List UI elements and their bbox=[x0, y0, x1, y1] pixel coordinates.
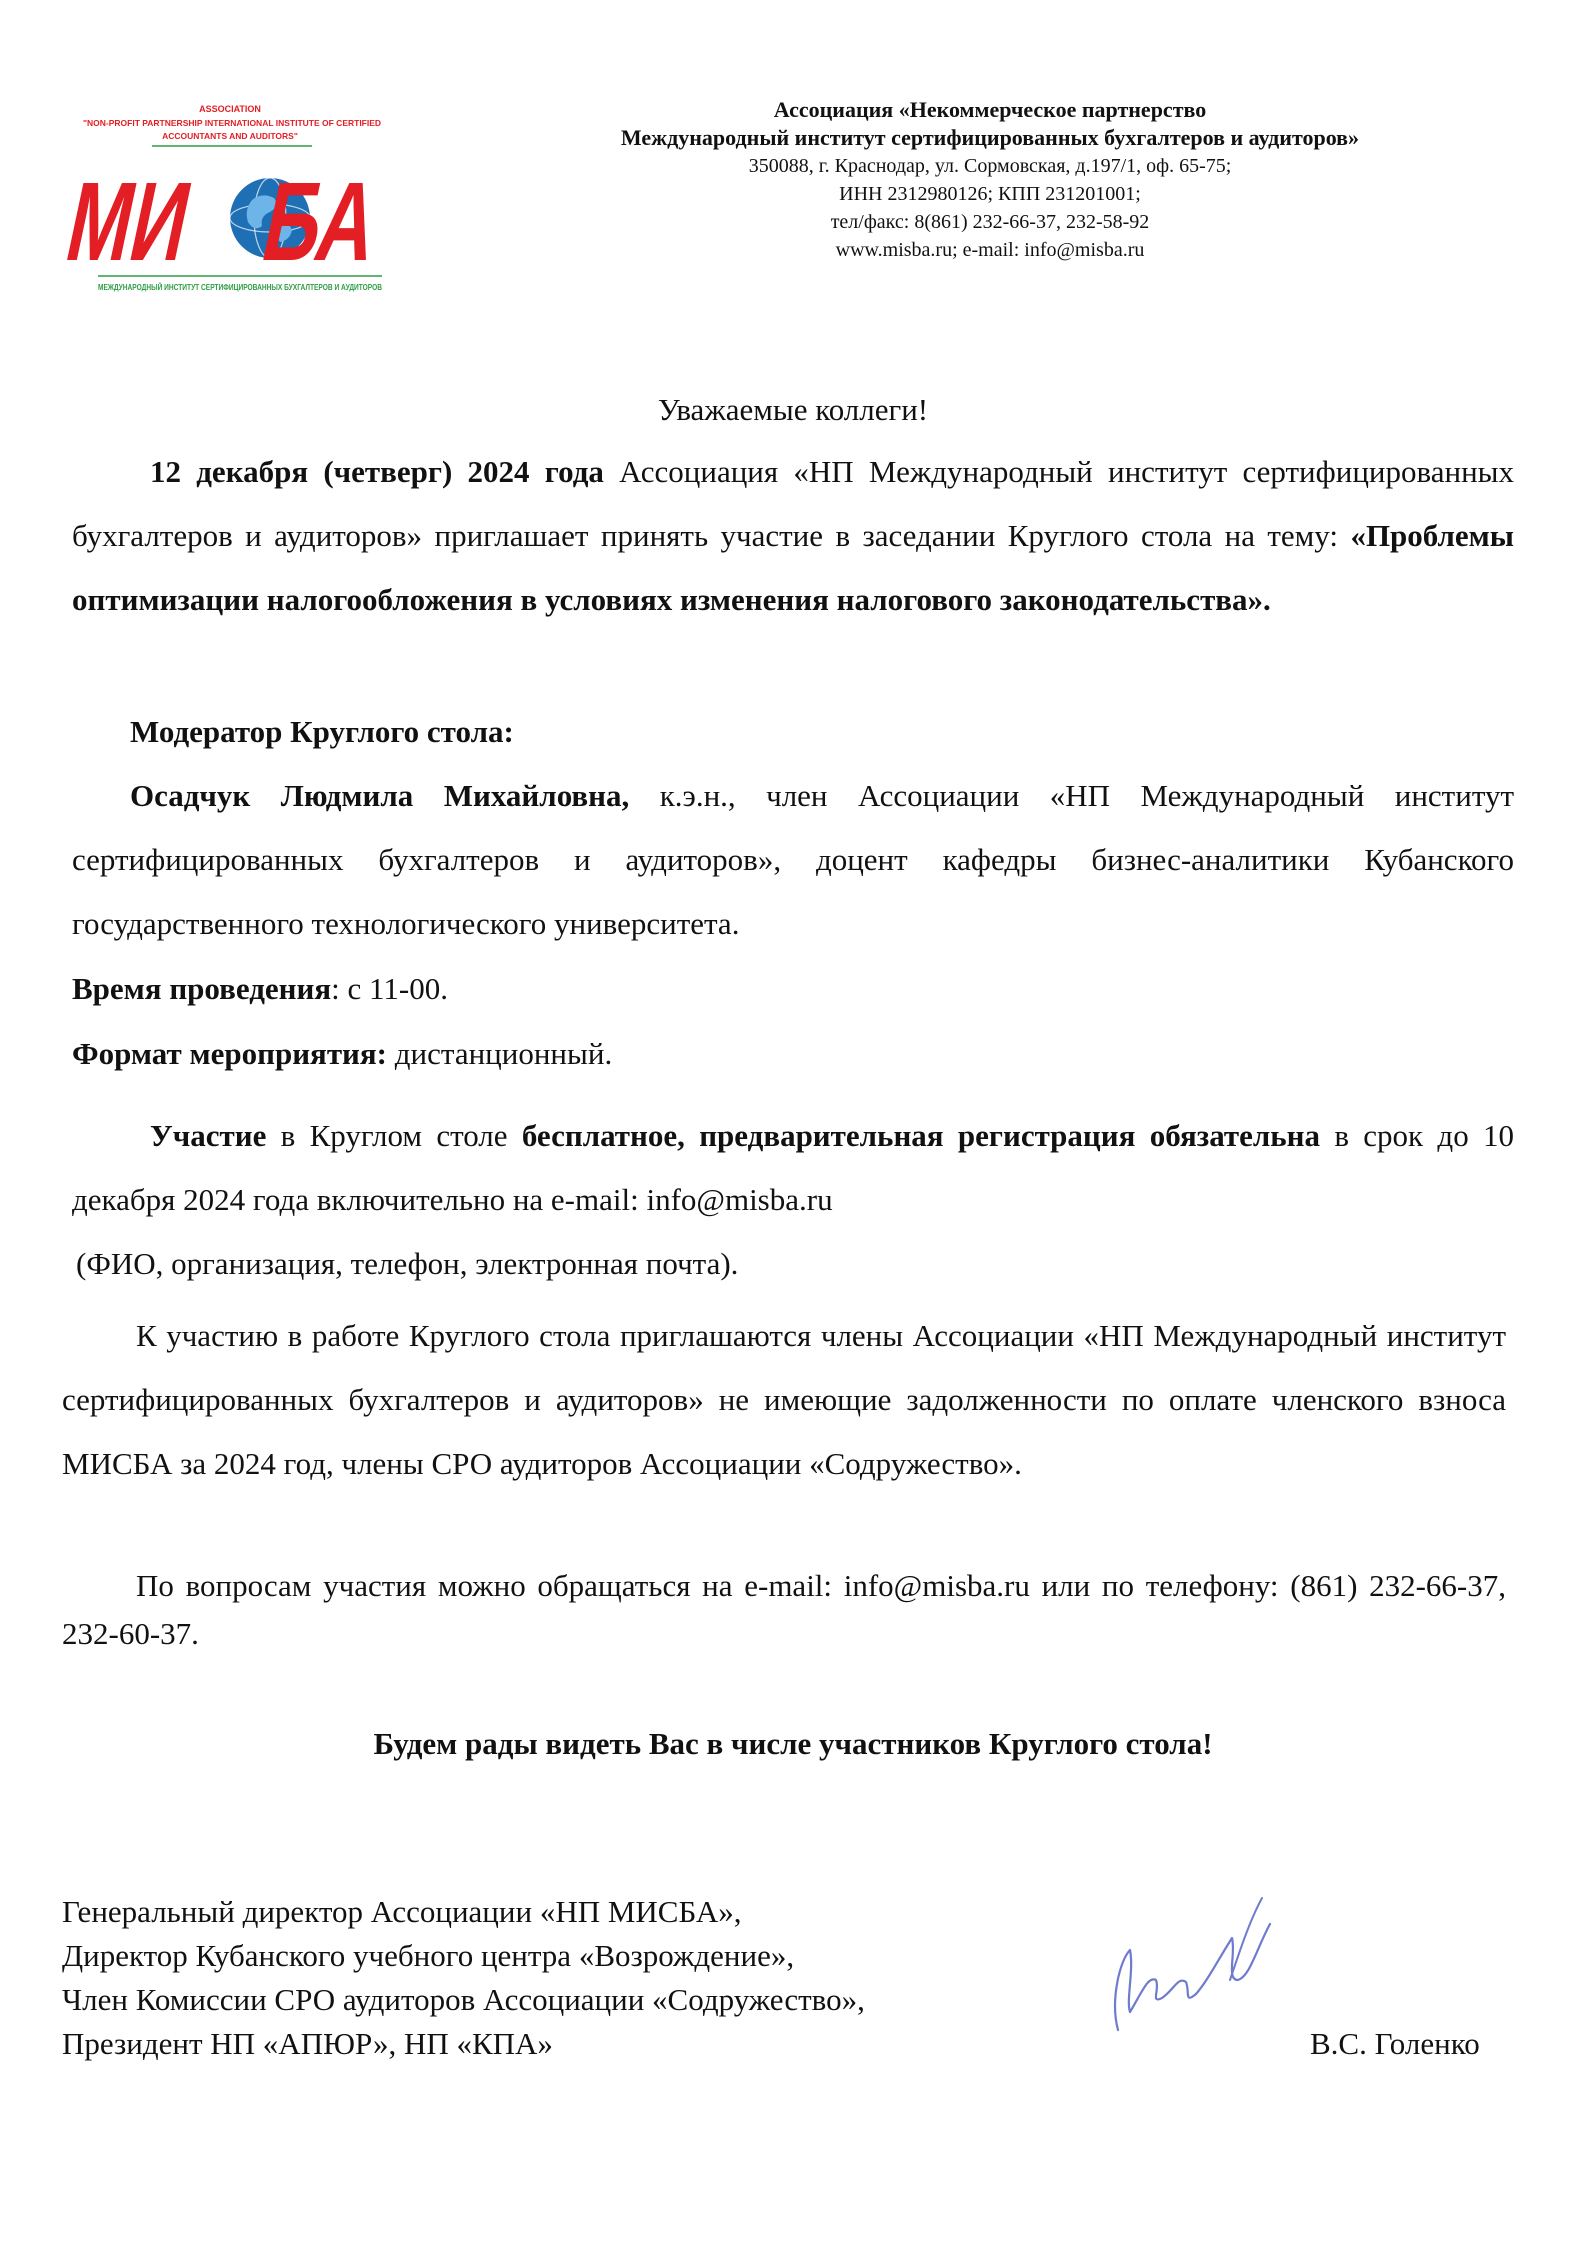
org-web: www.misba.ru; e-mail: info@misba.ru bbox=[835, 239, 1145, 261]
participation-mid: в Круглом столе bbox=[266, 1118, 522, 1153]
participation-paragraph bbox=[72, 1104, 1514, 1232]
format-label: Формат мероприятия: bbox=[72, 1036, 388, 1071]
org-address: 350088, г. Краснодар, ул. Сормовская, д.197/1, оф. 65-75; bbox=[748, 155, 1232, 177]
invitees-paragraph: К участию в работе Круглого стола приглашаются члены Ассоциации «НП Международный институт сертифицированных бухгалтеров и аудиторов» не имеющие задолженности по оплате членского взноса МИСБА за 2024 год, члены СРО аудиторов Ассоциации «Содружество». bbox=[62, 1318, 1506, 1481]
logo-eng-line2: "NON-PROFIT PARTNERSHIP INTERNATIONAL INSTITUTE OF CERTIFIED bbox=[82, 118, 382, 128]
logo-rus-line: МЕЖДУНАРОДНЫЙ ИНСТИТУТ СЕРТИФИЦИРОВАННЫХ БУХГАЛТЕРОВ И АУДИТОРОВ bbox=[98, 283, 383, 292]
participation-rest: в срок до 10 декабря 2024 года включительно на e-mail: info@misba.ru bbox=[72, 1118, 1514, 1217]
logo-wordmark-left: МИ bbox=[56, 158, 258, 284]
signatory-title-1: Генеральный директор Ассоциации «НП МИСБА», bbox=[62, 1894, 742, 1929]
moderator-heading-text: Модератор Круглого стола: bbox=[130, 714, 514, 749]
moderator-paragraph bbox=[72, 764, 1514, 956]
event-topic: «Проблемы оптимизации налогообложения в условиях изменения налогового законодательства». bbox=[72, 518, 1514, 617]
org-inn: ИНН 2312980126; КПП 231201001; bbox=[839, 183, 1141, 205]
logo-wordmark-right: БА bbox=[252, 158, 437, 284]
contacts-paragraph: По вопросам участия можно обращаться на e-mail: info@misba.ru или по телефону: (861) 232-66-37, 232-60-37. bbox=[62, 1568, 1506, 1651]
org-title-line2: Международный институт сертифицированных бухгалтеров и аудиторов» bbox=[620, 125, 1360, 150]
time-label: Время проведения bbox=[72, 971, 332, 1006]
event-time bbox=[72, 957, 1514, 1021]
misba-logo-graphic bbox=[56, 100, 437, 300]
greeting: Уважаемые коллеги! bbox=[657, 392, 929, 427]
event-date: 12 декабря (четверг) 2024 года bbox=[150, 454, 604, 489]
signatory-title-2: Директор Кубанского учебного центра «Возрождение», bbox=[62, 1938, 795, 1973]
logo-eng-line1: ASSOCIATION bbox=[199, 104, 261, 114]
participation-bold: бесплатное, предварительная регистрация обязательна bbox=[521, 1118, 1321, 1153]
invitation-text: Ассоциация «НП Международный институт сертифицированных бухгалтеров и аудиторов» приглашает принять участие в заседании Круглого стола на тему: bbox=[72, 454, 1514, 553]
format-value: дистанционный. bbox=[387, 1036, 613, 1071]
closing-line: Будем рады видеть Вас в числе участников Круглого стола! bbox=[373, 1726, 1213, 1761]
moderator-description: к.э.н., член Ассоциации «НП Международный институт сертифицированных бухгалтеров и аудиторов», доцент кафедры бизнес-аналитики Кубанского государственного технологического университета. bbox=[72, 778, 1515, 941]
logo-eng-line3: ACCOUNTANTS AND AUDITORS" bbox=[162, 131, 298, 141]
moderator-name: Осадчук Людмила Михайловна, bbox=[130, 778, 630, 813]
handwritten-signature-icon bbox=[1090, 1880, 1290, 2050]
org-phone: тел/факс: 8(861) 232-66-37, 232-58-92 bbox=[830, 211, 1150, 233]
misba-logo bbox=[56, 100, 437, 300]
moderator-heading bbox=[130, 700, 1514, 764]
participation-note: (ФИО, организация, телефон, электронная почта). bbox=[76, 1246, 739, 1281]
signatory-title-3: Член Комиссии СРО аудиторов Ассоциации «Содружество», bbox=[62, 1982, 865, 2017]
org-title-line1: Ассоциация «Некоммерческое партнерство bbox=[773, 97, 1207, 122]
signatory-titles bbox=[62, 1890, 865, 2066]
participation-label: Участие bbox=[150, 1118, 267, 1153]
organization-header bbox=[520, 96, 1460, 264]
invitation-paragraph bbox=[72, 440, 1514, 632]
signatory-title-4: Президент НП «АПЮР», НП «КПА» bbox=[62, 2026, 553, 2061]
time-value: : с 11-00. bbox=[331, 971, 448, 1006]
event-format bbox=[72, 1022, 1514, 1086]
signatory-name: В.С. Голенко bbox=[1310, 2026, 1480, 2061]
